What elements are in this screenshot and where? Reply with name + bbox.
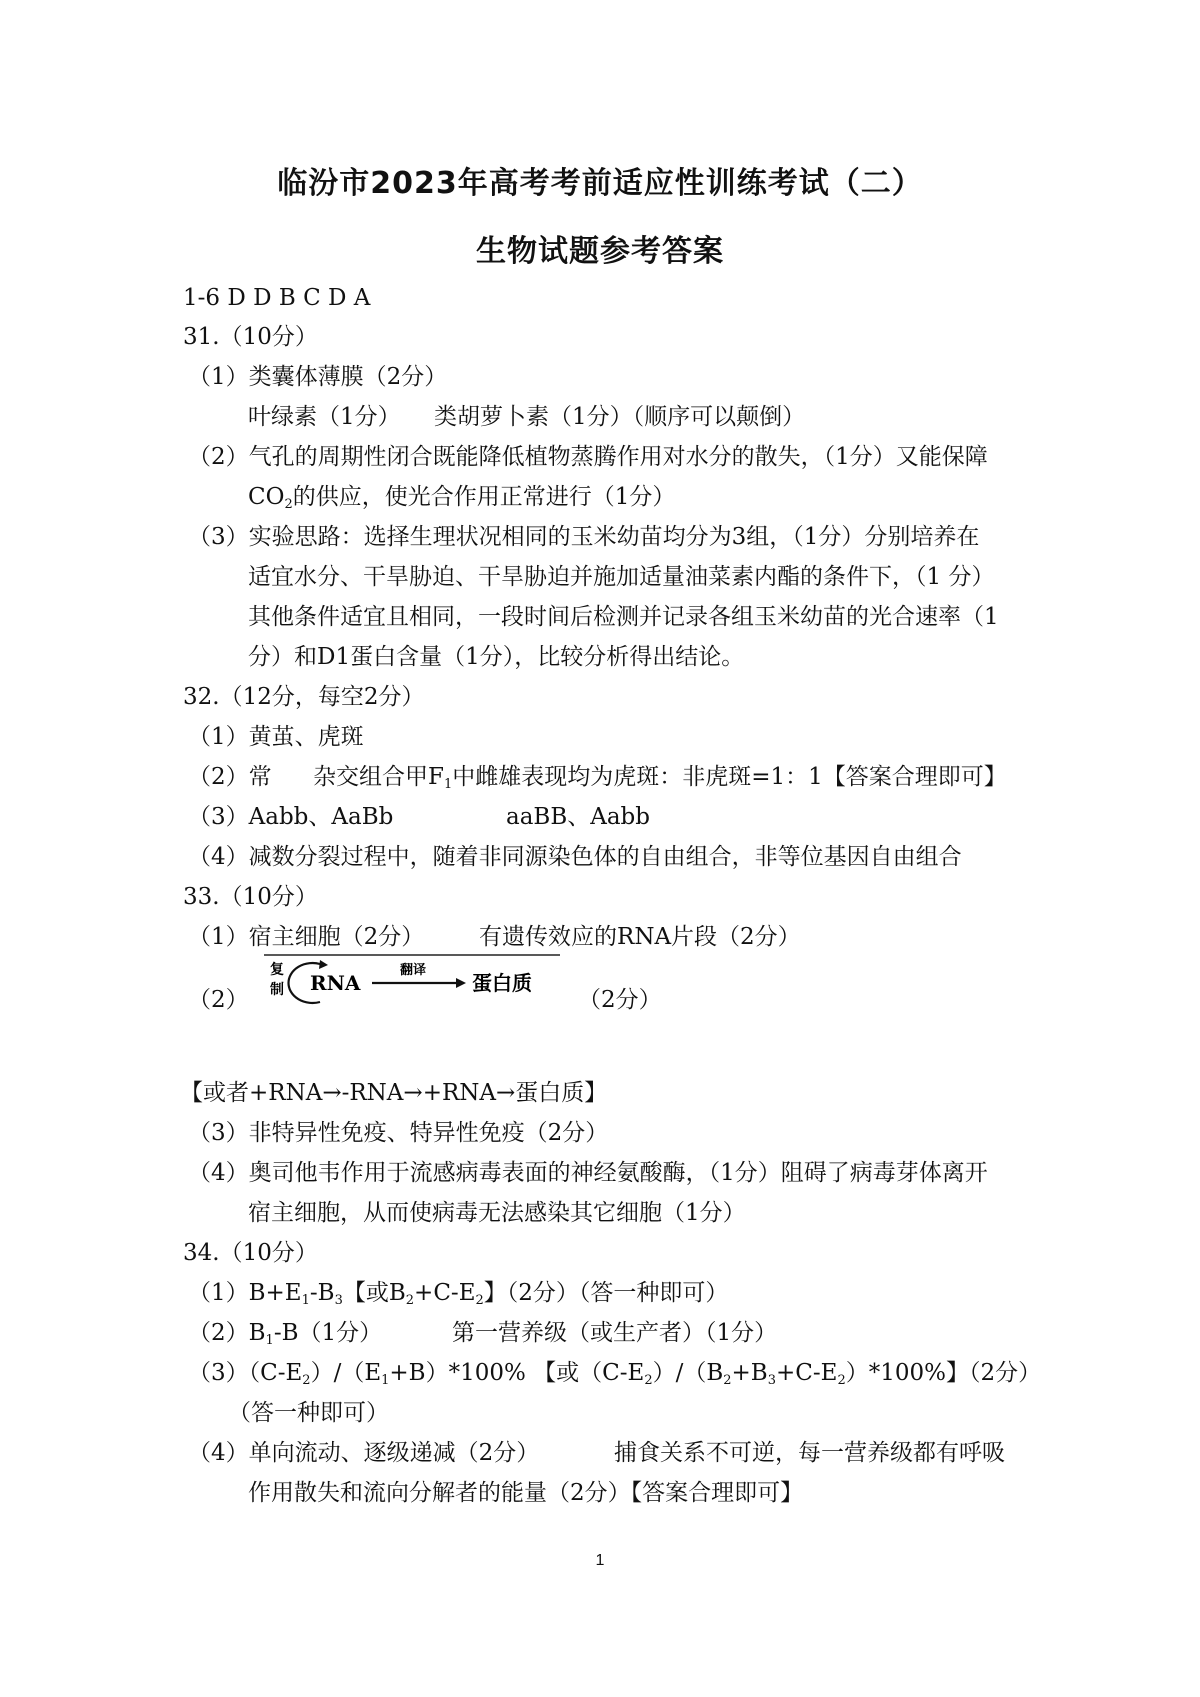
q33-alternative-answer: 【或者+RNA→-RNA→+RNA→蛋白质】 [180,1080,608,1106]
q33-part2-score: （2分） [578,987,662,1013]
q31-part3-line1: （3）实验思路：选择生理状况相同的玉米幼苗均分为3组，（1分）分别培养在 [188,524,980,550]
q33-part4-line2: 宿主细胞，从而使病毒无法感染其它细胞（1分） [248,1200,746,1226]
q32-part2-b: 杂交组合甲$F_1$中雌雄表现均为虎斑：非虎斑=1：1【答案合理即可】 [313,764,1007,792]
q34-part2-a: $(2)B_1-B(1$分） [188,1320,383,1348]
page-subtitle: 生物试题参考答案 [476,234,724,269]
q34-heading: 34.（10分） [183,1240,318,1266]
q34-part4-line1-a: （4）单向流动、逐级递减（2分） [188,1440,540,1466]
q33-part2-label: （2） [188,987,249,1013]
diagram-replication-top: 复 [270,962,284,978]
translation-arrowhead [456,978,466,988]
q33-part1-b: 有遗传效应的RNA片段（2分） [479,924,801,950]
q32-part1: （1）黄茧、虎斑 [188,724,364,750]
rna-replication-translation-diagram [262,952,562,1012]
q33-part4-line1: （4）奥司他韦作用于流感病毒表面的神经氨酸酶，（1分）阻碍了病毒芽体离开 [188,1160,988,1186]
diagram-replication-bottom: 制 [270,982,284,998]
q32-heading: 32.（12分，每空2分） [183,684,425,710]
q34-part4-line2: 作用散失和流向分解者的能量（2分）【答案合理即可】 [248,1480,804,1506]
q32-part3-b: aaBB、Aabb [506,804,650,830]
replication-arrowhead [319,960,328,969]
q34-part2-b: 第一营养级（或生产者）（1分） [452,1320,778,1346]
q32-part4: （4）减数分裂过程中，随着非同源染色体的自由组合，非等位基因自由组合 [188,844,962,870]
q32-part2-a: （2）常 [188,764,272,790]
diagram-rna-label: RNA [310,971,361,995]
q33-part1-a: （1）宿主细胞（2分） [188,924,425,950]
q34-part1: $(1)B+E_1-B_3$【或$B_2+C-E_2$】（2分）（答一种即可） [188,1280,729,1308]
diagram-protein-label: 蛋白质 [472,971,532,995]
q31-part2-line2: $CO_2$的供应，使光合作用正常进行（1分） [248,484,676,512]
q34-part3: $(3)(C-E_2)/(E_1+B)*100\%$ 【或$(C-E_2)/(B_2+B_3+C-E_2)*100\%$】（2分） [188,1360,1042,1388]
q31-part3-line3: 其他条件适宜且相同，一段时间后检测并记录各组玉米幼苗的光合速率（1 [248,604,999,630]
q33-heading: 33.（10分） [183,884,318,910]
q31-part1-answer-b: 类胡萝卜素（1分）（顺序可以颠倒） [434,404,806,430]
diagram-translation-label: 翻译 [400,963,427,978]
mc-answers: 1-6 D D B C D A [183,285,371,311]
q31-part2-line1: （2）气孔的周期性闭合既能降低植物蒸腾作用对水分的散失，（1分）又能保障 [188,444,988,470]
page-number: 1 [595,1552,605,1569]
q31-part3-line4: 分）和D1蛋白含量（1分），比较分析得出结论。 [248,644,745,670]
q34-part3-note: （答一种即可） [228,1400,389,1426]
q34-part4-line1-b: 捕食关系不可逆，每一营养级都有呼吸 [614,1440,1005,1466]
q33-part3: （3）非特异性免疫、特异性免疫（2分） [188,1120,609,1146]
page-title: 临汾市2023年高考考前适应性训练考试（二） [277,166,923,201]
q31-part3-line2: 适宜水分、干旱胁迫、干旱胁迫并施加适量油菜素内酯的条件下，（1 分） [248,564,995,590]
q31-part1: （1）类囊体薄膜（2分） [188,364,448,390]
q31-heading: 31.（10分） [183,324,318,350]
q31-part1-answer-a: 叶绿素（1分） [248,404,401,430]
q32-part3-a: （3）Aabb、AaBb [188,804,394,830]
